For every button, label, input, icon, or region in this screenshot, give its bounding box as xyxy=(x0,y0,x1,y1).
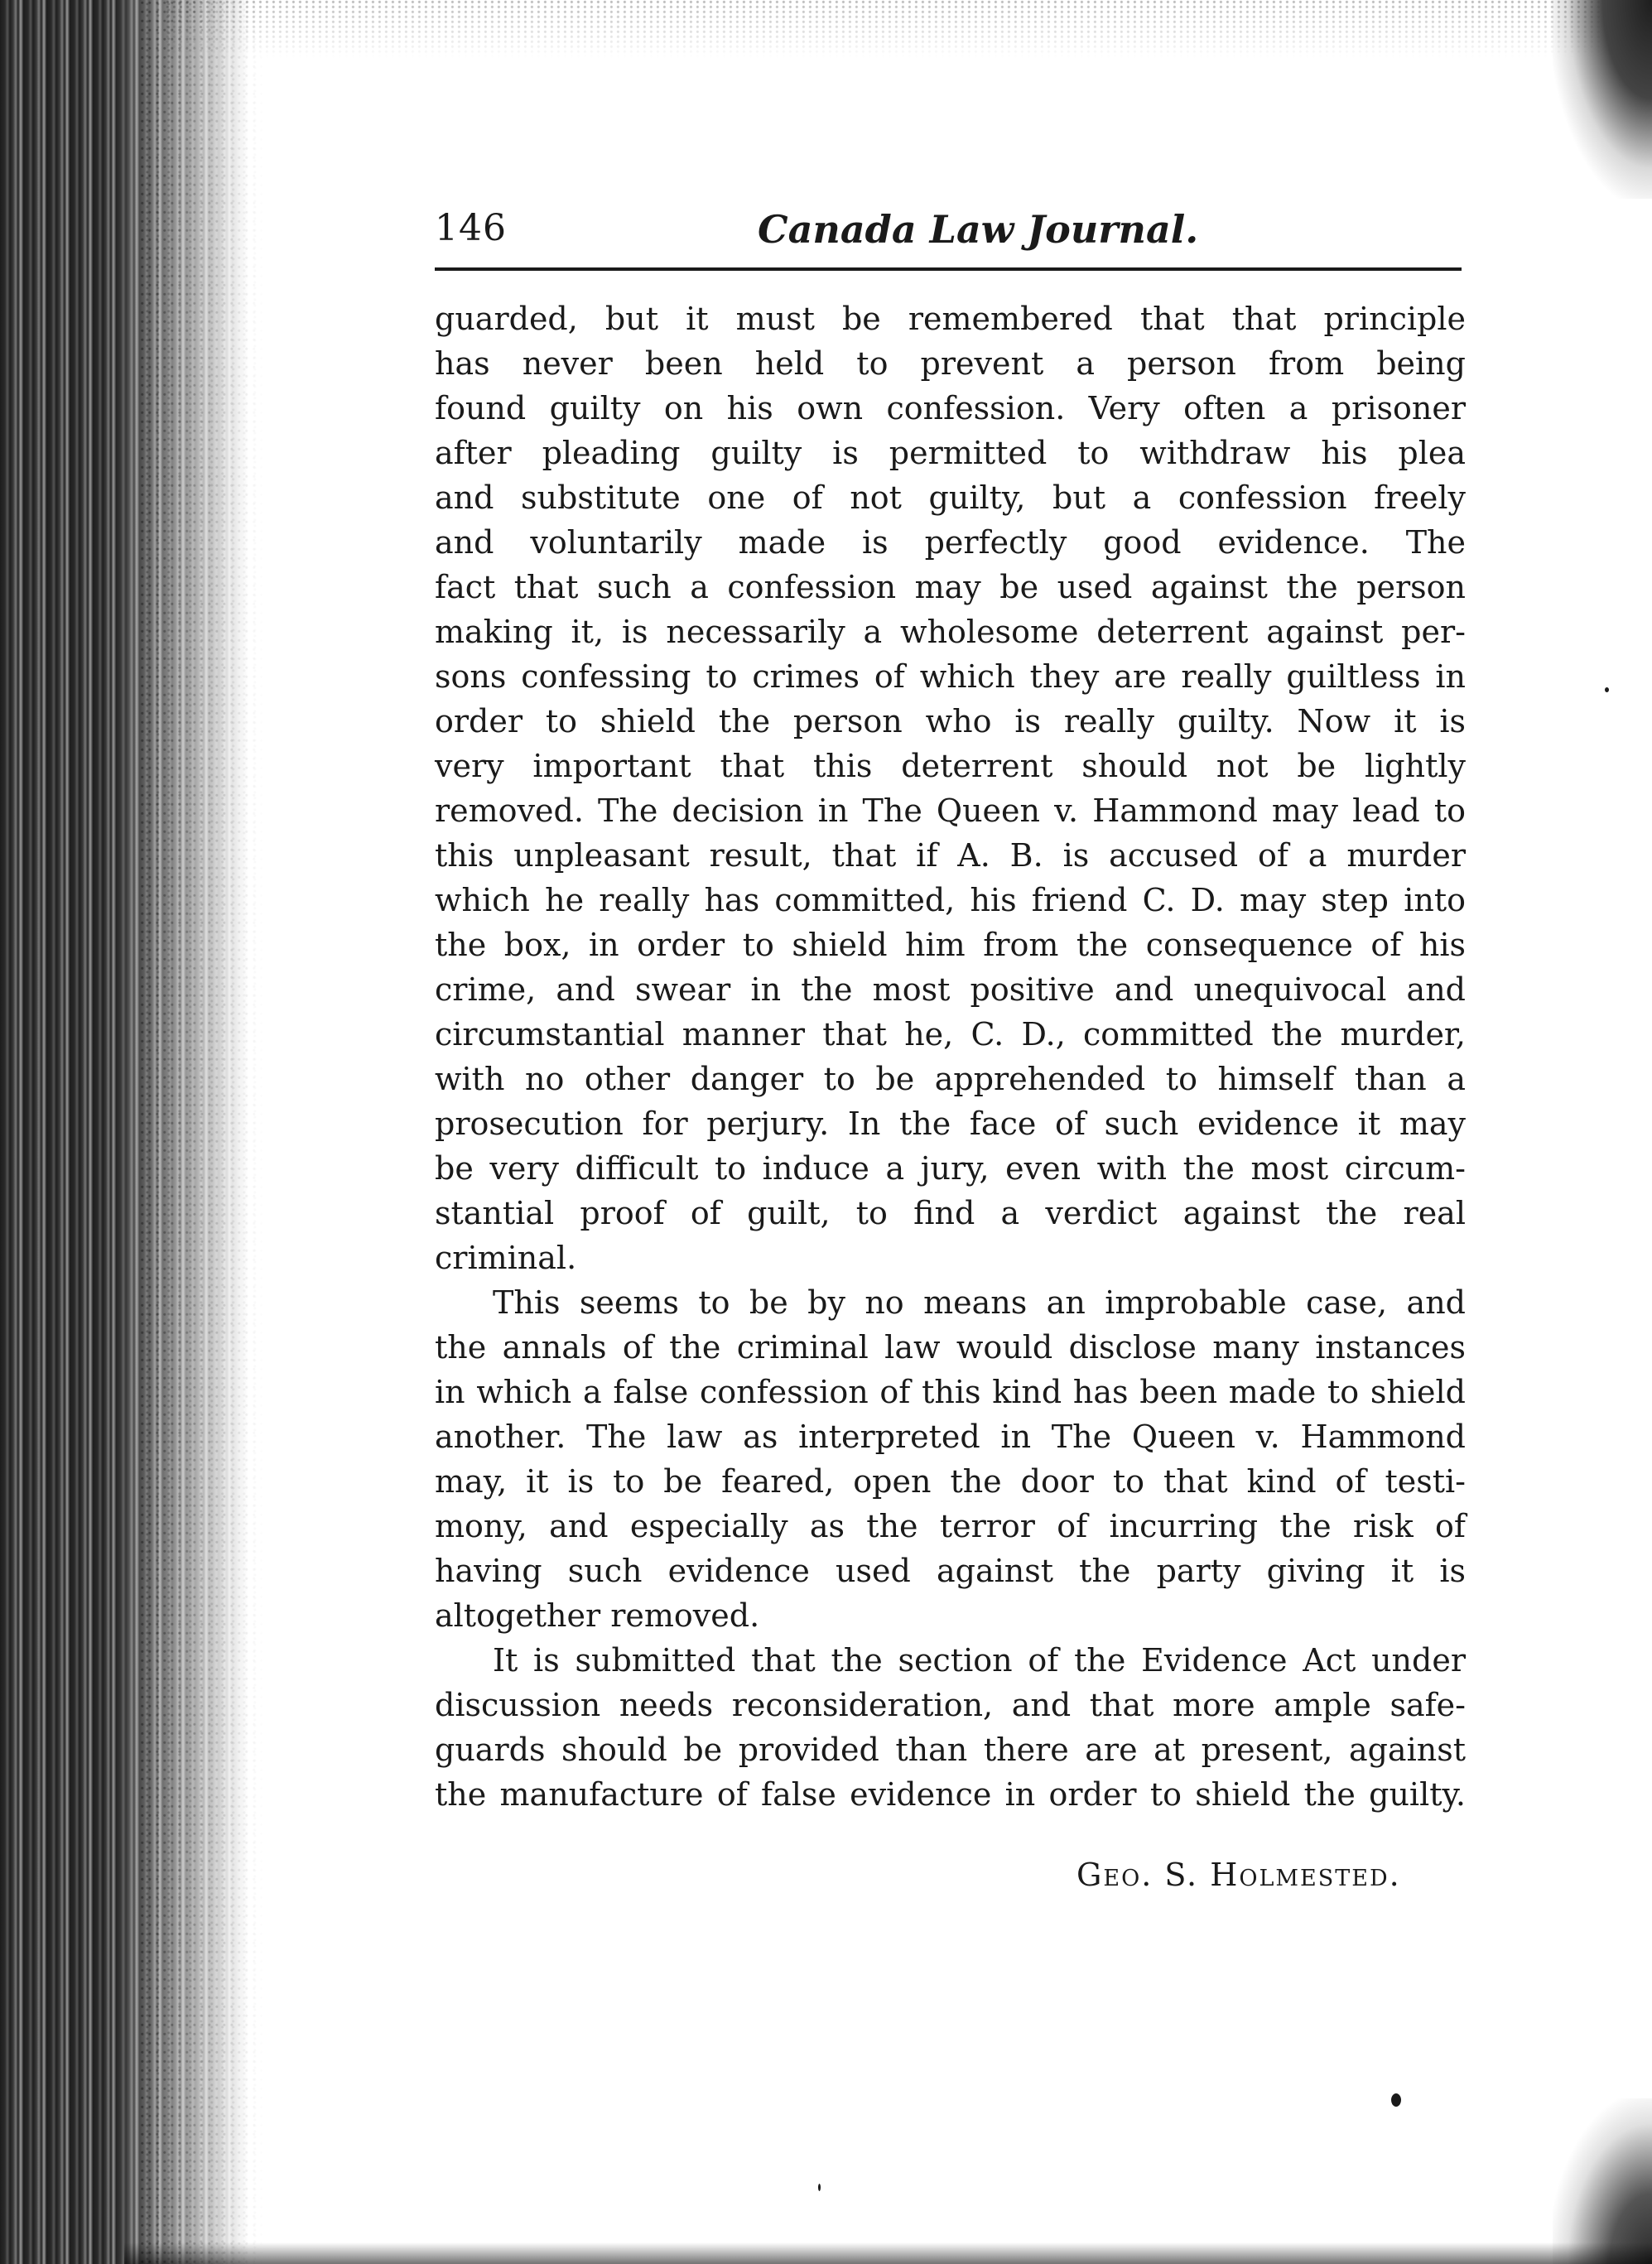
body-line: and voluntarily made is perfectly good evidence. The xyxy=(435,524,1466,561)
gutter-speckle xyxy=(141,0,265,2264)
body-line: guarded, but it must be remembered that that principle xyxy=(435,301,1466,337)
body-line: the annals of the criminal law would disclose many instances xyxy=(435,1329,1466,1366)
body-line: which he really has committed, his friend C. D. may step into xyxy=(435,882,1466,918)
bottom-right-corner-shadow xyxy=(1553,2098,1652,2264)
running-title: Canada Law Journal. xyxy=(758,207,1199,252)
body-line: this unpleasant result, that if A. B. is accused of a murder xyxy=(435,837,1466,874)
body-line: removed. The decision in The Queen v. Hammond may lead to xyxy=(435,792,1466,829)
body-line: may, it is to be feared, open the door to that kind of testi- xyxy=(435,1463,1466,1500)
page-header xyxy=(435,207,1462,265)
body-line: crime, and swear in the most positive and unequivocal and xyxy=(435,971,1466,1008)
body-line: prosecution for perjury. In the face of such evidence it may xyxy=(435,1106,1466,1142)
body-line-paragraph-end: altogether removed. xyxy=(435,1597,760,1634)
body-line: the manufacture of false evidence in order to shield the guilty. xyxy=(435,1776,1466,1813)
body-line-paragraph-start: It is submitted that the section of the Evidence Act under xyxy=(493,1642,1466,1679)
body-line: fact that such a confession may be used against the person xyxy=(435,569,1466,605)
top-page-edge xyxy=(166,0,1652,58)
body-line: order to shield the person who is really guilty. Now it is xyxy=(435,703,1466,739)
body-line: making it, is necessarily a wholesome deterrent against per- xyxy=(435,614,1466,650)
body-line: guards should be provided than there are at present, against xyxy=(435,1732,1466,1768)
body-line: sons confessing to crimes of which they are really guiltless in xyxy=(435,658,1466,695)
body-line: stantial proof of guilt, to find a verdict against the real xyxy=(435,1195,1466,1231)
body-line: another. The law as interpreted in The Queen v. Hammond xyxy=(435,1419,1466,1455)
body-line-paragraph-end: criminal. xyxy=(435,1240,577,1276)
body-line: the box, in order to shield him from the consequence of his xyxy=(435,927,1466,963)
body-line: found guilty on his own confession. Very often a prisoner xyxy=(435,390,1466,426)
page-number: 146 xyxy=(435,207,507,249)
body-line: very important that this deterrent should not be lightly xyxy=(435,748,1466,784)
body-line-paragraph-start: This seems to be by no means an improbable case, and xyxy=(493,1284,1466,1321)
author-signature: Geo. S. Holmested. xyxy=(1076,1857,1401,1893)
body-line: discussion needs reconsideration, and that more ample safe- xyxy=(435,1687,1466,1723)
article-body xyxy=(435,296,1466,1817)
body-line: having such evidence used against the party giving it is xyxy=(435,1553,1466,1589)
body-line: in which a false confession of this kind has been made to shield xyxy=(435,1374,1466,1410)
body-line: with no other danger to be apprehended to himself than a xyxy=(435,1061,1466,1097)
ink-speck xyxy=(818,2184,821,2191)
body-line: mony, and especially as the terror of incurring the risk of xyxy=(435,1508,1466,1544)
body-line: and substitute one of not guilty, but a confession freely xyxy=(435,479,1466,516)
body-line: has never been held to prevent a person from being xyxy=(435,345,1466,382)
ink-speck xyxy=(1391,2093,1401,2107)
body-line: be very difficult to induce a jury, even with the most circum- xyxy=(435,1150,1466,1187)
top-right-corner-shadow xyxy=(1553,0,1652,199)
bottom-page-edge xyxy=(124,2242,1652,2264)
body-line: after pleading guilty is permitted to withdraw his plea xyxy=(435,435,1466,471)
ink-speck xyxy=(1605,687,1609,692)
header-rule xyxy=(435,267,1462,271)
body-line: circumstantial manner that he, C. D., committed the murder, xyxy=(435,1016,1466,1053)
